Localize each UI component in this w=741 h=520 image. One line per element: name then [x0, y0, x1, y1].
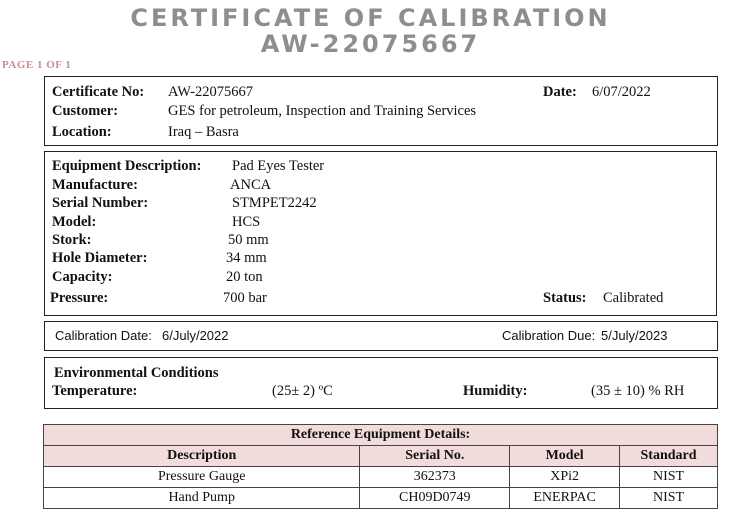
cell-standard: NIST — [620, 488, 718, 509]
cell-serial: CH09D0749 — [360, 488, 510, 509]
pressure-label: Pressure: — [50, 290, 109, 306]
customer-value: GES for petroleum, Inspection and Training Services — [168, 103, 477, 119]
column-header-model: Model — [510, 446, 620, 467]
column-header-standard: Standard — [620, 446, 718, 467]
table-row — [44, 488, 718, 509]
table-caption-row — [44, 425, 718, 446]
cert-no-label: Certificate No: — [52, 84, 145, 100]
table-header-row — [44, 446, 718, 467]
column-header-description: Description — [44, 446, 360, 467]
customer-label: Customer: — [52, 103, 119, 119]
humidity-label: Humidity: — [463, 383, 528, 399]
cell-description: Pressure Gauge — [44, 467, 360, 488]
date-label: Date: — [543, 84, 577, 100]
table-row — [44, 467, 718, 488]
equipment-description-label: Equipment Description: — [52, 158, 202, 174]
calibration-due-label: Calibration Due: — [502, 328, 596, 343]
cert-no-value: AW-22075667 — [168, 84, 254, 100]
cell-model: ENERPAC — [510, 488, 620, 509]
capacity-label: Capacity: — [52, 269, 113, 285]
column-header-serial: Serial No. — [360, 446, 510, 467]
calibration-date-label: Calibration Date: — [55, 328, 152, 343]
manufacture-value: ANCA — [230, 177, 272, 193]
certificate-title: CERTIFICATE OF CALIBRATION — [130, 4, 611, 32]
temperature-value: (25± 2) ºC — [272, 383, 333, 399]
stork-label: Stork: — [52, 232, 92, 248]
calibration-date-value: 6/July/2022 — [162, 328, 229, 343]
serial-number-label: Serial Number: — [52, 195, 149, 211]
manufacture-label: Manufacture: — [52, 177, 138, 193]
status-value: Calibrated — [603, 290, 664, 306]
model-label: Model: — [52, 214, 97, 230]
serial-number-value: STMPET2242 — [232, 195, 317, 211]
certificate-number-title: AW-22075667 — [260, 30, 481, 58]
cell-description: Hand Pump — [44, 488, 360, 509]
cell-serial: 362373 — [360, 467, 510, 488]
reference-caption: Reference Equipment Details: — [44, 425, 718, 446]
calibration-due-value: 5/July/2023 — [601, 328, 668, 343]
status-label: Status: — [543, 290, 587, 306]
location-value: Iraq – Basra — [168, 124, 239, 140]
reference-equipment-table — [43, 424, 718, 509]
hole-diameter-label: Hole Diameter: — [52, 250, 148, 266]
hole-diameter-value: 34 mm — [226, 250, 267, 266]
environment-heading: Environmental Conditions — [54, 365, 219, 381]
date-value: 6/07/2022 — [592, 84, 651, 100]
stork-value: 50 mm — [228, 232, 269, 248]
location-label: Location: — [52, 124, 112, 140]
model-value: HCS — [232, 214, 261, 230]
pressure-value: 700 bar — [223, 290, 267, 306]
cell-model: XPi2 — [510, 467, 620, 488]
page-label: PAGE 1 OF 1 — [2, 59, 72, 71]
capacity-value: 20 ton — [226, 269, 263, 285]
humidity-value: (35 ± 10) % RH — [591, 383, 685, 399]
equipment-description-value: Pad Eyes Tester — [232, 158, 325, 174]
temperature-label: Temperature: — [52, 383, 138, 399]
cell-standard: NIST — [620, 467, 718, 488]
